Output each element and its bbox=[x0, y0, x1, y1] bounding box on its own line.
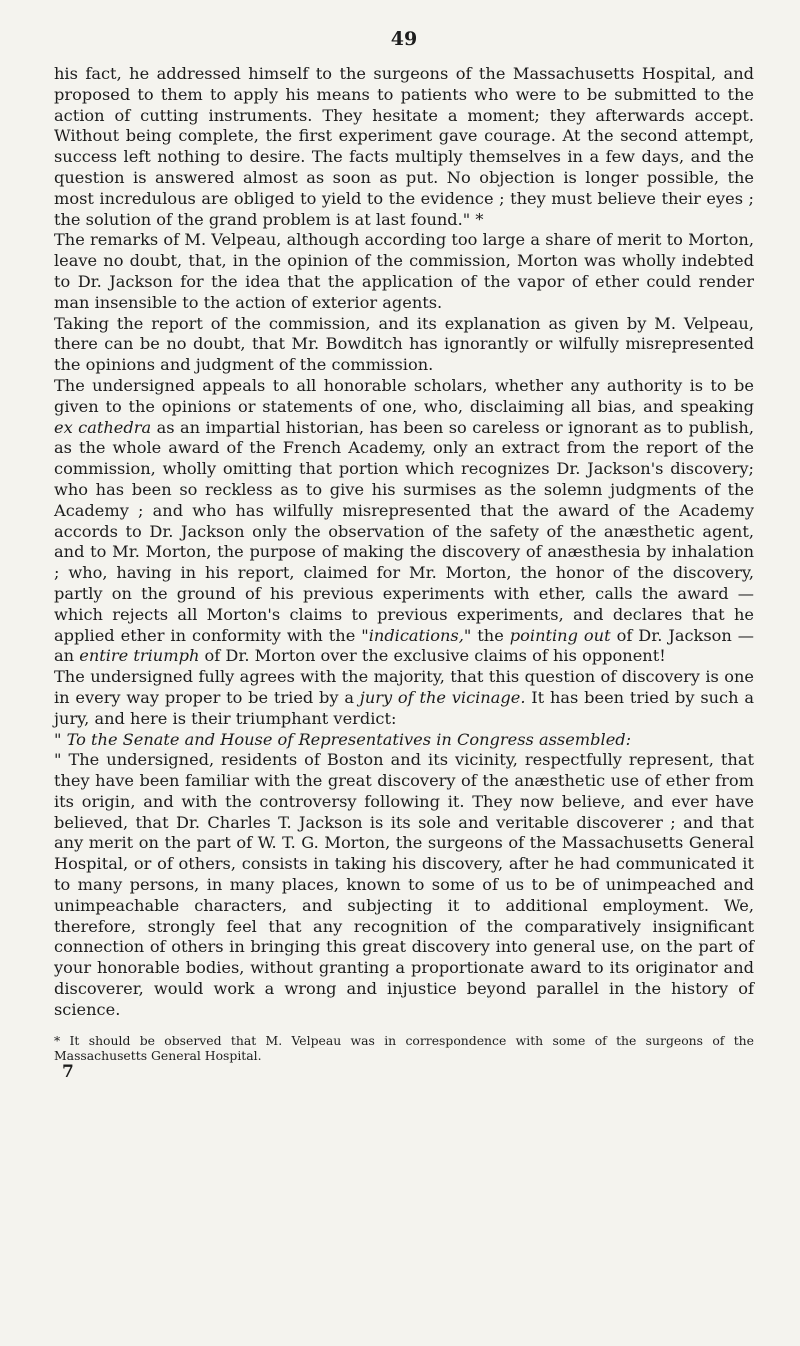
page-number: 49 bbox=[390, 28, 418, 50]
text-run: as an impartial historian, has been so careless or ignorant as to publish, as the whole award of the French Academy, only an extract from the report of the commission, wholly omitting that portion which recognizes Dr. Jackson's discovery; who has been so reckless as to give his surmises as the solemn judgments of the Academy ; and who has wilfully misrepresented that the award of the Academy accords to Dr. Jackson only the observation of the safety of the anæsthetic agent, and to Mr. Morton, the purpose of making the discovery of anæsthesia by inhalation ; who, having in his report, claimed for Mr. Morton, the honor of the discovery, partly on the ground of his previous experiments with ether, calls the award — which rejects all Morton's claims to previous experiments, and declares that he applied ether in conformity with the " bbox=[54, 417, 754, 645]
text-run: his fact, he addressed himself to the surgeons of the Massachusetts Hospital, and proposed to them to apply his means to patients who were to be submitted to the action of cutting instruments. They hesitate a moment; they afterwards accept. Without being complete, the first experiment gave courage. At the second attempt, success left nothing to desire. The facts multiply themselves in a few days, and the question is answered almost as soon as put. No objection is longer possible, the most incredulous are obliged to yield to the evidence ; they must believe their eyes ; the solution of the grand problem is at last found." * bbox=[54, 64, 754, 229]
italic-text: entire triumph bbox=[79, 646, 200, 666]
paragraph bbox=[54, 750, 754, 1020]
text-run: The undersigned fully agrees with the majority, that this question of discovery is one in every way proper to be tried by a bbox=[54, 667, 754, 707]
paragraph bbox=[54, 230, 754, 313]
italic-text: jury of the vicinage. bbox=[359, 687, 526, 707]
italic-text: indications, bbox=[368, 625, 464, 645]
paragraph bbox=[54, 730, 754, 751]
text-run: " bbox=[54, 729, 67, 749]
text-run: It has been tried by such a jury, and here is their triumphant verdict: bbox=[54, 687, 754, 728]
text-run: The undersigned appeals to all honorable scholars, whether any authority is to be given to the opinions or statements of one, who, disclaiming all bias, and speaking bbox=[54, 375, 754, 416]
text-run: The remarks of M. Velpeau, although according too large a share of merit to Morton, leave no doubt, that, in the opinion of the commission, Morton was wholly indebted to Dr. Jackson for the idea that the application of the vapor of ether could render man insensible to the action of exterior agents. bbox=[54, 230, 754, 312]
footnote: * It should be observed that M. Velpeau was in correspondence with some of the surgeons of the Massachusetts General Hospital. bbox=[54, 1032, 754, 1063]
text-run: " the bbox=[463, 625, 510, 645]
paragraph bbox=[54, 314, 754, 376]
text-run: of Dr. Jackson — an bbox=[54, 625, 754, 666]
signature-mark: 7 bbox=[62, 1061, 74, 1082]
text-run: Taking the report of the commission, and its explanation as given by M. Velpeau, there can be no doubt, that Mr. Bowditch has ignorantly or wilfully misrepresented the opinions and judgment of the commission. bbox=[54, 313, 754, 375]
paragraph bbox=[54, 376, 754, 667]
italic-text: pointing out bbox=[509, 625, 611, 645]
book-page bbox=[54, 28, 754, 1328]
italic-text: To the Senate and House of Representatives in Congress assembled: bbox=[66, 729, 632, 749]
italic-text: ex cathedra bbox=[54, 417, 152, 437]
text-run: " The undersigned, residents of Boston and its vicinity, respectfully represent, that they have been familiar with the great discovery of the anæsthetic use of ether from its origin, and with the controversy following it. They now believe, and ever have believed, that Dr. Charles T. Jackson is its sole and veritable discoverer ; and that any merit on the part of W. T. G. Morton, the surgeons of the Massachusetts General Hospital, or of others, consists in taking his discovery, after he had communicated it to many persons, in many places, known to some of us to be of unimpeached and unimpeachable characters, and subjecting it to additional employment. We, therefore, strongly feel that any recognition of the comparatively insignificant connection of others in bringing this great discovery into general use, on the part of your honorable bodies, without granting a proportionate award to its originator and discoverer, would work a wrong and injustice beyond parallel in the history of science. bbox=[54, 750, 754, 1019]
paragraph bbox=[54, 64, 754, 230]
body-text bbox=[54, 64, 754, 1021]
paragraph bbox=[54, 667, 754, 729]
text-run: of Dr. Morton over the exclusive claims of his opponent! bbox=[199, 646, 666, 666]
